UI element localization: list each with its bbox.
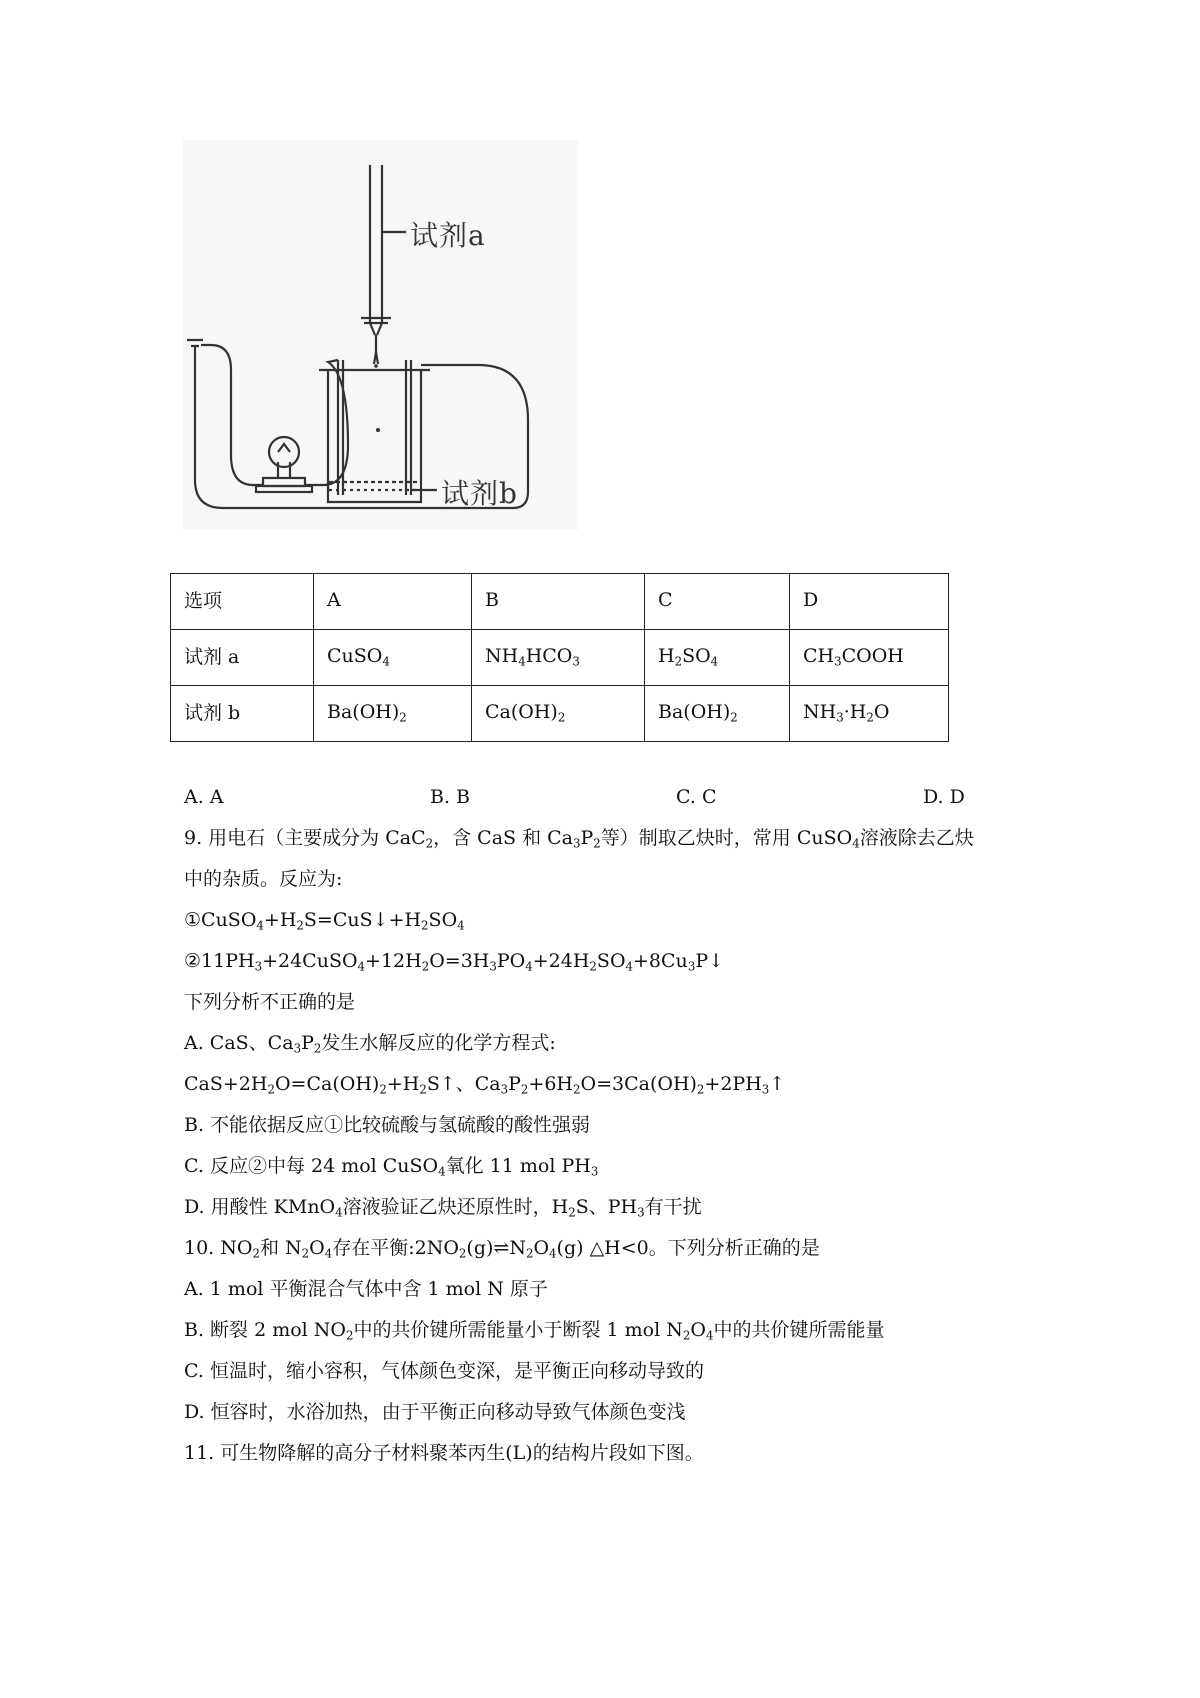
text-line: B. 不能依据反应①比较硫酸与氢硫酸的酸性强弱 [184,1114,591,1136]
table-row [171,630,949,686]
table-cell-text: $H_2SO_4$ [658,644,719,669]
choice-b: B. B [430,786,471,808]
table-cell-text: CuSO$_4$ [327,644,390,669]
table-cell-text: B [485,588,499,611]
conductivity-apparatus-figure [183,140,578,530]
table-row [171,574,949,630]
table-cell-text: $Ba(OH)_2$ [658,700,738,725]
text-line: B. 断裂 2 mol $NO_2$中的共价键所需能量小于断裂 1 mol $N_2O_4$中的共价键所需能量 [184,1319,885,1343]
text-line: 中的杂质。反应为: [184,868,343,890]
table-cell-text: D [803,588,819,611]
text-line: 9. 用电石（主要成分为 CaC$_2$，含 CaS 和 $Ca_3P_2$等）制取乙炔时，常用 CuSO$_4$溶液除去乙炔 [184,827,974,851]
text-line: $CaS+2H_2O=Ca(OH)_2+H_2S↑$、$Ca_3P_2+6H_2O=3Ca(OH)_2+2PH_3↑$ [184,1073,786,1097]
table-cell [645,686,790,742]
text-line: $②11PH_3+24CuSO_4+12H_2O=3H_3PO_4+24H_2SO_4+8Cu_3P↓$ [184,950,725,974]
table-cell [314,630,472,686]
text-line: C. 反应②中每 24 mol CuSO$_4$氧化 11 mol $PH_3$ [184,1155,599,1179]
table-cell [472,630,645,686]
table-body [171,574,949,742]
text-line: $①CuSO_4+H_2S=CuS↓+H_2SO_4$ [184,909,465,933]
table-cell [171,686,314,742]
table-cell-text: A [327,588,341,611]
text-line: 11. 可生物降解的高分子材料聚苯丙生(L)的结构片段如下图。 [184,1442,704,1464]
text-line: A. CaS、$Ca_3P_2$发生水解反应的化学方程式: [184,1032,556,1056]
table-cell [645,574,790,630]
apparatus-drawing [183,140,578,530]
table-cell [472,686,645,742]
text-line: A. 1 mol 平衡混合气体中含 1 mol N 原子 [184,1278,548,1300]
text-line: D. 用酸性 KMnO$_4$溶液验证乙炔还原性时，$H_2S$、$PH_3$有干扰 [184,1196,702,1220]
text-line: D. 恒容时，水浴加热，由于平衡正向移动导致气体颜色变浅 [184,1401,686,1423]
text-line: 10. $NO_2$和 $N_2O_4$存在平衡$:2NO_2(g)\rightleftharpoons N_2O_4(g)$ △H<0。下列分析正确的是 [184,1237,820,1261]
table-cell [472,574,645,630]
choice-c: C. C [676,786,717,808]
text-line: 下列分析不正确的是 [184,991,356,1013]
table-cell [171,574,314,630]
table-cell-text: $Ba(OH)_2$ [327,700,407,725]
choice-a: A. A [184,786,224,808]
table-cell [314,686,472,742]
table-cell [790,630,949,686]
table-cell [314,574,472,630]
table-cell-text: $Ca(OH)_2$ [485,700,566,725]
reagent-b-label: 试剂b [441,477,518,510]
table-cell [645,630,790,686]
table-cell-text: $NH_3\cdot H_2O$ [803,700,890,725]
text-line: C. 恒温时，缩小容积，气体颜色变深，是平衡正向移动导致的 [184,1360,704,1382]
table-cell [790,574,949,630]
table-cell-text: 试剂 a [184,646,240,668]
table-cell [790,686,949,742]
reagent-options-table [170,573,949,742]
table-cell-text: 选项 [184,590,223,612]
table-cell-text: 试剂 b [184,702,241,724]
table-cell-text: $CH_3COOH$ [803,644,904,669]
table-cell [171,630,314,686]
table-cell-text: C [658,588,673,611]
reagent-a-label: 试剂a [410,219,486,252]
table-row [171,686,949,742]
table-cell-text: $NH_4HCO_3$ [485,644,580,669]
choice-d: D. D [923,786,965,808]
